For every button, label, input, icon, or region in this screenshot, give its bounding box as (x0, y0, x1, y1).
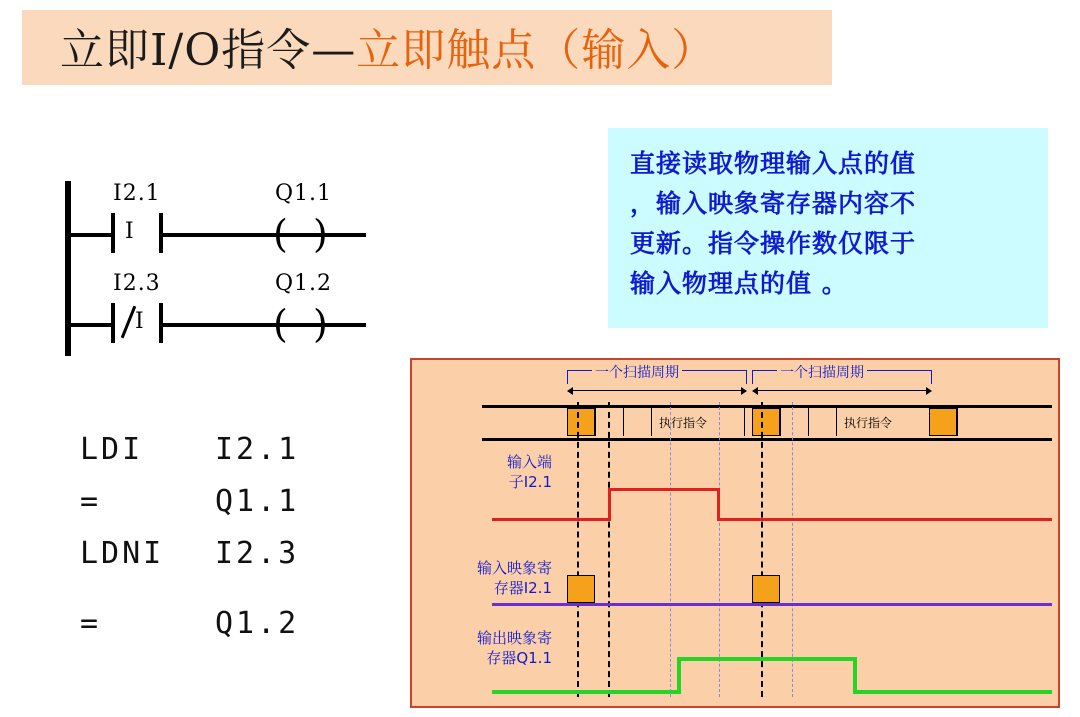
rung2-input-label: I2.3 (113, 271, 161, 296)
scan-divider (836, 408, 837, 436)
signal-output-rise (677, 657, 681, 694)
rung1-output-label: Q1.1 (275, 181, 333, 206)
instruction-row (80, 484, 410, 536)
row-label-line2: 存器I2.1 (493, 579, 552, 597)
ref-dash-blue-1 (670, 402, 671, 697)
instruction-row (80, 606, 410, 658)
rung1-coil-right-paren: ) (313, 212, 328, 256)
row-label-line1: 输入端 (506, 453, 552, 471)
rung1-contact-bar-left (111, 213, 115, 253)
signal-input-image-baseline (492, 603, 1052, 606)
row-label-line1: 输出映象寄 (476, 629, 552, 647)
ref-dash-2 (608, 402, 610, 697)
page-title (60, 25, 717, 76)
signal-output-fall (853, 657, 857, 694)
note-line: 输入物理点的值 。 (630, 269, 848, 298)
scan-divider (651, 408, 652, 436)
ref-dash-3 (761, 402, 763, 697)
scan-period-arrow-2 (755, 390, 929, 391)
instruction-op: LDI (80, 432, 144, 467)
rung2-wire-left (69, 323, 111, 327)
ladder-diagram (55, 175, 385, 370)
rung2-coil-left-paren: ( (273, 302, 288, 346)
row-label-output-image-register (412, 628, 552, 668)
scan-period-arrow-1 (570, 390, 744, 391)
row-label-line1: 输入映象寄 (476, 559, 552, 577)
note-line: 直接读取物理输入点的值 (630, 149, 917, 178)
rung1-coil-left-paren: ( (273, 212, 288, 256)
input-image-sample-block-1 (567, 575, 595, 603)
title-band (22, 10, 832, 85)
row-label-line2: 子I2.1 (508, 473, 552, 491)
rung2-contact-letter: I (135, 309, 144, 334)
scan-exec-label-2: 执行指令 (844, 416, 893, 430)
scan-divider (744, 408, 745, 436)
signal-input-fall (717, 488, 720, 521)
scan-block-input-read-2 (752, 408, 780, 436)
note-line: ，输入映象寄存器内容不 (630, 189, 917, 218)
signal-input-high (608, 488, 719, 491)
scan-arrow-head-left-1 (567, 387, 573, 395)
instruction-arg: I2.1 (215, 432, 300, 467)
scan-block-input-read-1 (567, 408, 595, 436)
signal-input-rise (608, 488, 611, 521)
rung2-contact-slash (121, 306, 137, 339)
ref-dash-blue-2 (719, 402, 720, 697)
rung2-coil-right-paren: ) (313, 302, 328, 346)
input-image-sample-block-2 (752, 575, 780, 603)
scan-divider (623, 408, 624, 436)
title-part-1: 立即I/O指令— (60, 25, 357, 76)
scan-divider (957, 408, 958, 436)
scan-divider (780, 408, 781, 436)
instruction-arg: Q1.2 (215, 606, 300, 641)
scan-divider (595, 408, 596, 436)
instruction-arg: Q1.1 (215, 484, 300, 519)
instruction-arg: I2.3 (215, 536, 300, 571)
note-line: 更新。指令操作数仅限于 (630, 229, 917, 258)
title-part-2: 立即触点（输入） (356, 25, 717, 76)
ladder-left-rail (65, 181, 71, 356)
instruction-op: LDNI (80, 536, 165, 571)
scan-divider (808, 408, 809, 436)
scan-arrow-head-right-1 (741, 387, 747, 395)
rung1-wire-left (69, 233, 111, 237)
scan-arrow-head-right-2 (926, 387, 932, 395)
rung1-wire-right (161, 233, 366, 237)
signal-output-low-1 (492, 690, 680, 694)
rung1-contact-letter: I (125, 219, 134, 244)
rung2-wire-right (161, 323, 366, 327)
rung2-contact-bar-left (111, 303, 115, 343)
instruction-op: = (80, 484, 102, 519)
instruction-list (80, 432, 410, 658)
signal-output-low-2 (853, 690, 1052, 694)
signal-input-low-2 (717, 518, 1052, 521)
scan-exec-label-1: 执行指令 (659, 416, 708, 430)
row-label-input-image-register (412, 558, 552, 598)
scan-period-label-2: 一个扫描周期 (777, 362, 867, 382)
instruction-op: = (80, 606, 102, 641)
row-label-line2: 存器Q1.1 (486, 649, 552, 667)
rung2-output-label: Q1.2 (275, 271, 333, 296)
ref-dash-blue-3 (792, 402, 793, 697)
scan-bus-bottom (482, 438, 1052, 441)
ref-dash-1 (577, 402, 579, 697)
row-label-input-terminal (422, 452, 552, 492)
scan-period-label-1: 一个扫描周期 (592, 362, 682, 382)
signal-input-low-1 (492, 518, 608, 521)
description-note (608, 128, 1048, 328)
scan-block-output-write-2 (929, 408, 957, 436)
rung1-input-label: I2.1 (113, 181, 161, 206)
instruction-row (80, 432, 410, 484)
scan-arrow-head-left-2 (752, 387, 758, 395)
instruction-row (80, 536, 410, 606)
signal-output-high (677, 657, 857, 661)
timing-diagram (410, 358, 1060, 708)
